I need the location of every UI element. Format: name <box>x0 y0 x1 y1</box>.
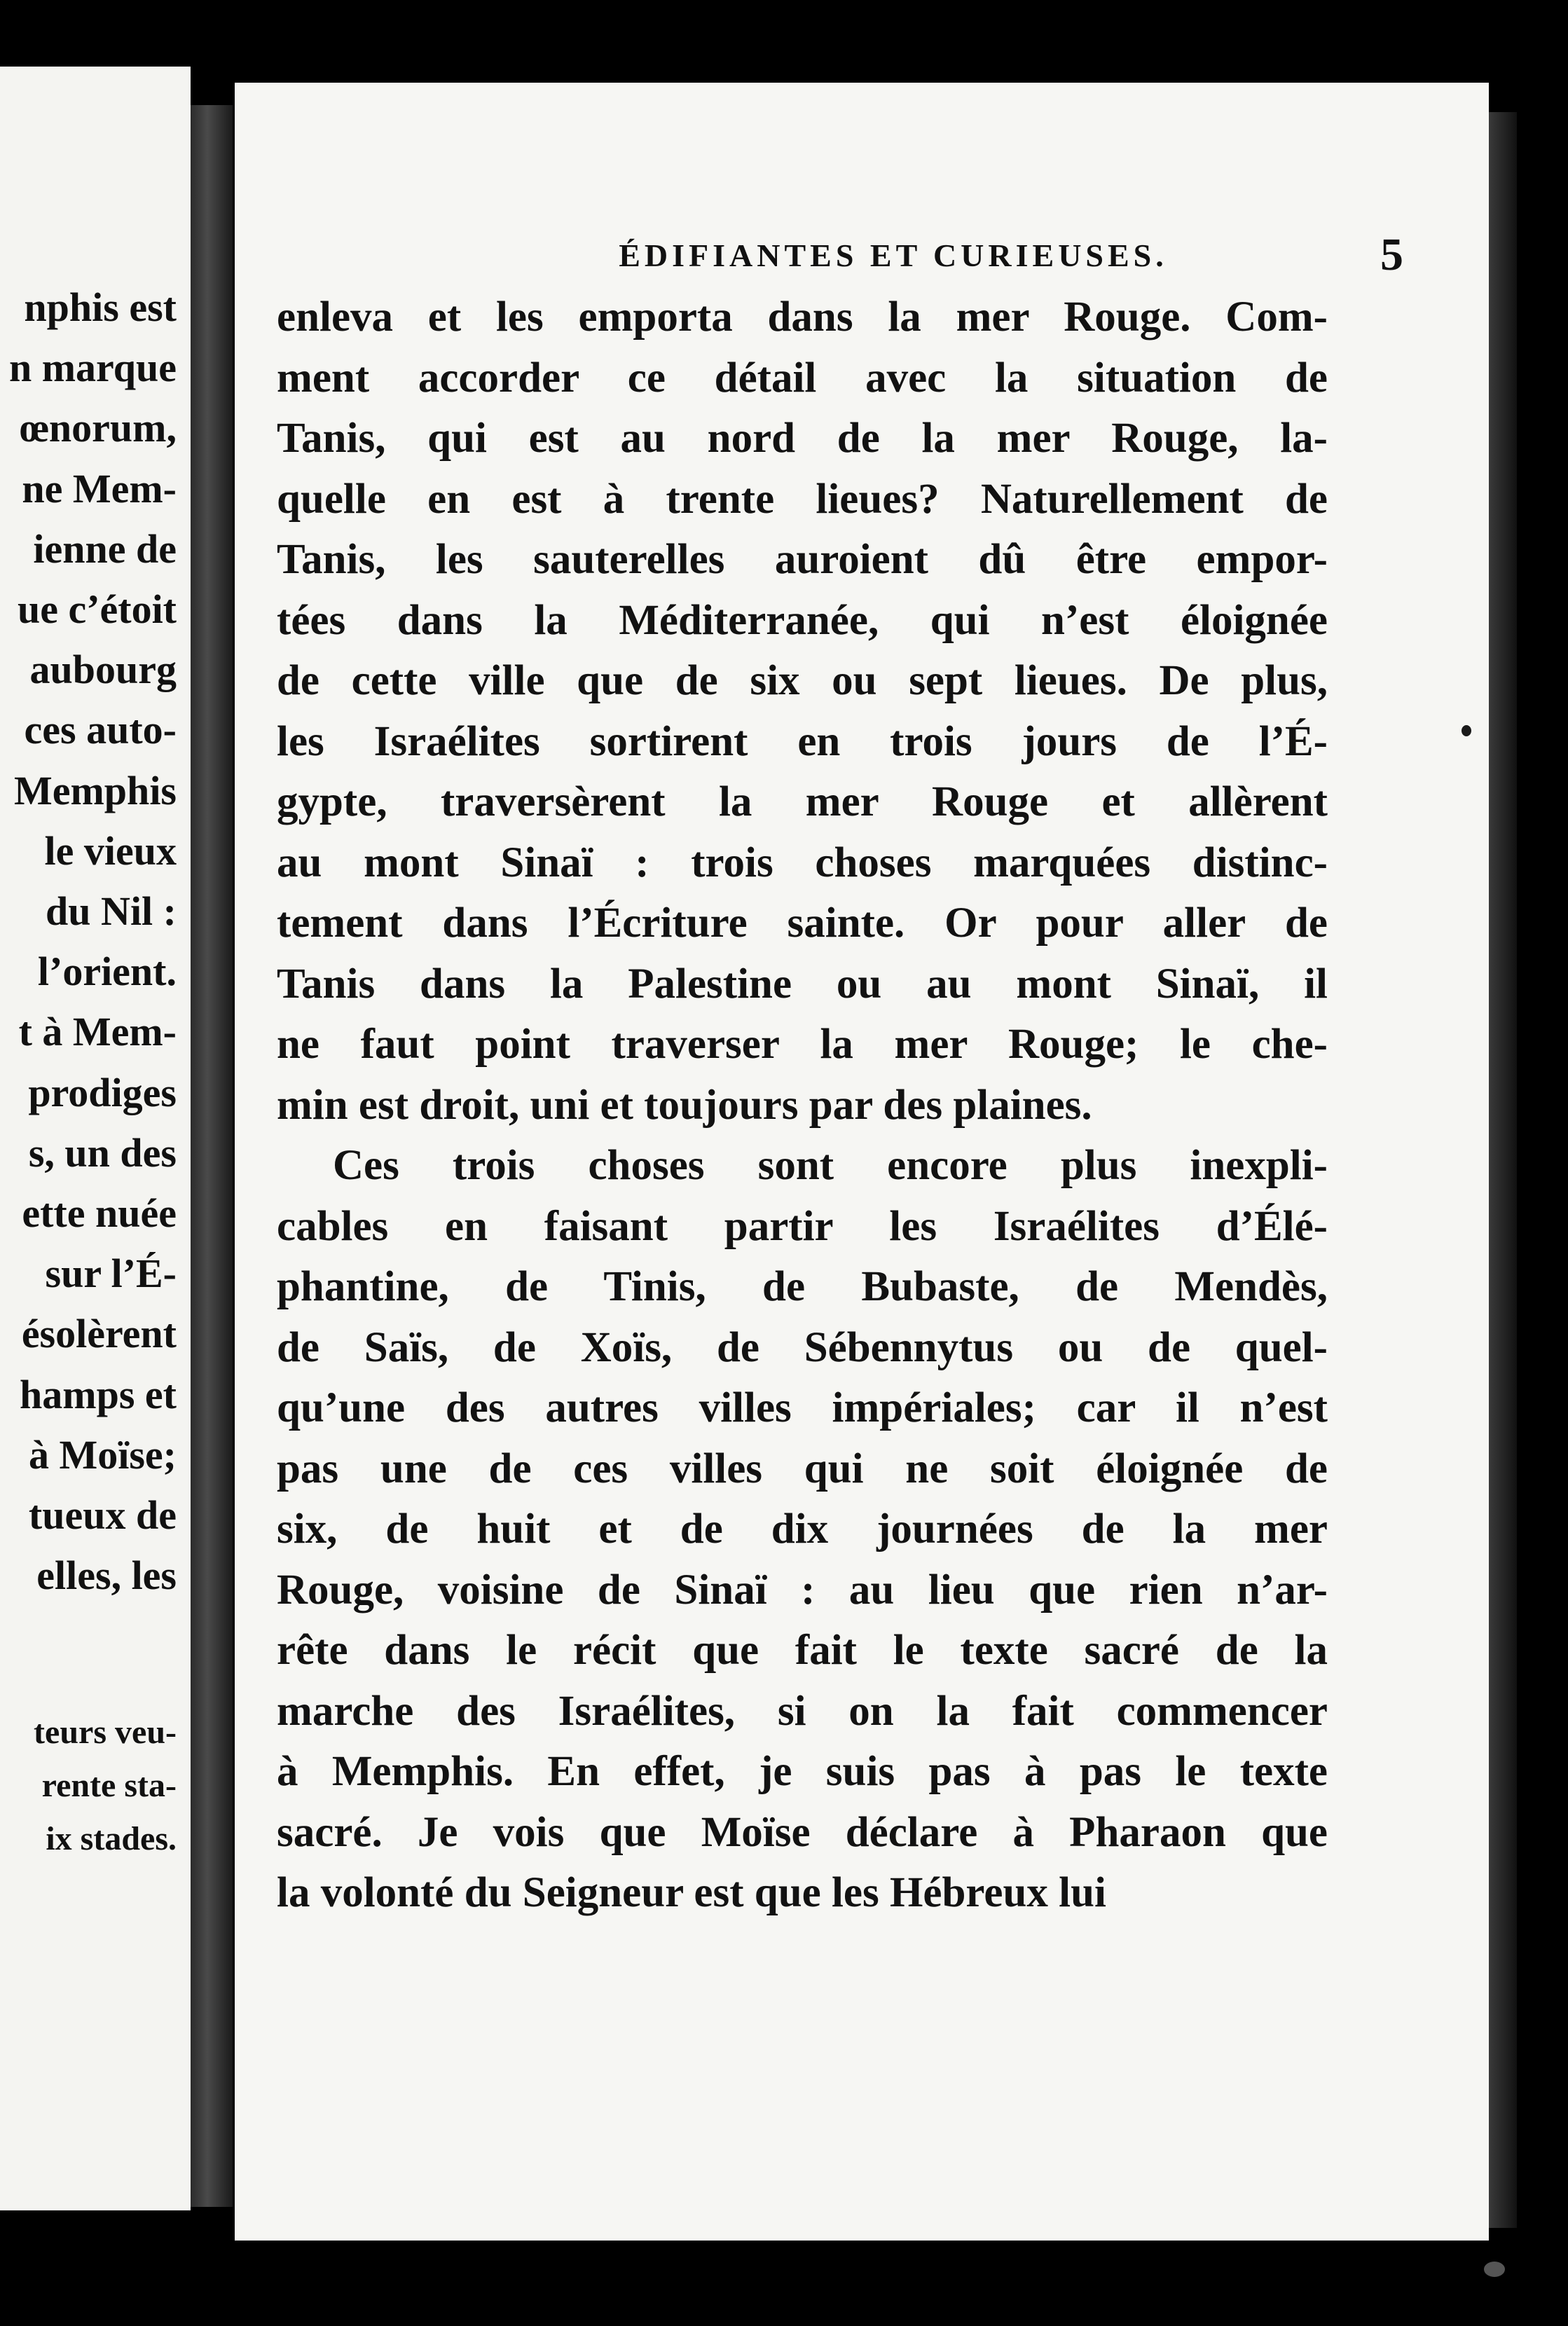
dust-speck <box>1484 2262 1505 2277</box>
left-text-line: le vieux <box>44 827 177 874</box>
text-line: Tanis, les sauterelles auroient dû être empor- <box>277 536 1328 583</box>
text-line: min est droit, uni et toujours par des plaines. <box>277 1081 1092 1129</box>
text-line: Rouge, voisine de Sinaï : au lieu que rien n’ar- <box>277 1566 1328 1613</box>
left-footnote-line: rente sta- <box>41 1767 177 1804</box>
text-line: Ces trois choses sont encore plus inexpli- <box>333 1142 1328 1189</box>
left-text-line: aubourg <box>29 647 177 693</box>
page-number: 5 <box>1380 229 1403 280</box>
text-line: quelle en est à trente lieues? Naturellement de <box>277 475 1328 523</box>
right-page <box>235 83 1489 2241</box>
left-text-line: l’orient. <box>37 949 177 995</box>
left-text-line: du Nil : <box>46 888 177 934</box>
text-line: la volonté du Seigneur est que les Hébreux lui <box>277 1869 1106 1916</box>
page-header <box>235 229 1489 286</box>
text-line: de cette ville que de six ou sept lieues. De plus, <box>277 657 1328 704</box>
text-line: au mont Sinaï : trois choses marquées distinc- <box>277 839 1328 886</box>
running-head: ÉDIFIANTES ET CURIEUSES. <box>619 238 1168 273</box>
dust-speck <box>1462 725 1471 736</box>
left-text-line: nphis est <box>24 284 177 330</box>
left-text-line: sur l’É- <box>45 1251 177 1297</box>
left-text-line: s, un des <box>28 1129 177 1176</box>
text-line: Tanis dans la Palestine ou au mont Sinaï, il <box>277 960 1328 1007</box>
left-text-line: t à Mem- <box>18 1009 177 1055</box>
text-line: sacré. Je vois que Moïse déclare à Pharaon que <box>277 1808 1328 1856</box>
text-line: tement dans l’Écriture sainte. Or pour aller de <box>277 900 1328 947</box>
text-line: Tanis, qui est au nord de la mer Rouge, la- <box>277 415 1328 462</box>
left-text-line: n marque <box>8 345 177 391</box>
left-text-line: ésolèrent <box>21 1311 177 1357</box>
left-text-line: hamps et <box>20 1371 177 1417</box>
text-line: six, de huit et de dix journées de la mer <box>277 1506 1328 1553</box>
text-line: pas une de ces villes qui ne soit éloignée de <box>277 1445 1328 1492</box>
left-text-line: ne Mem- <box>22 465 177 511</box>
text-line: phantine, de Tinis, de Bubaste, de Mendès, <box>277 1263 1328 1310</box>
left-text-line: ue c’étoit <box>17 586 177 632</box>
left-text-line: œnorum, <box>20 405 177 451</box>
text-line: à Memphis. En effet, je suis pas à pas le texte <box>277 1748 1328 1795</box>
text-line: enleva et les emporta dans la mer Rouge. Com- <box>277 294 1328 340</box>
left-footnote-line: teurs veu- <box>34 1714 177 1751</box>
left-text-line: ette nuée <box>22 1190 177 1236</box>
text-line: marche des Israélites, si on la fait commencer <box>277 1687 1328 1735</box>
left-text-line: ces auto- <box>24 707 177 753</box>
text-line: les Israélites sortirent en trois jours de l’É- <box>277 717 1328 765</box>
left-text-line: ienne de <box>33 525 177 572</box>
text-line: ment accorder ce détail avec la situation de <box>277 354 1328 401</box>
book-gutter <box>191 105 233 2207</box>
text-line: rête dans le récit que fait le texte sacré de la <box>277 1627 1328 1674</box>
left-footnote-line: ix stades. <box>46 1820 177 1857</box>
text-line: de Saïs, de Xoïs, de Sébennytus ou de quel- <box>277 1323 1328 1371</box>
text-line: qu’une des autres villes impériales; car il n’est <box>277 1384 1328 1431</box>
left-text-line: Memphis <box>14 767 177 813</box>
text-line: gypte, traversèrent la mer Rouge et allèrent <box>277 778 1328 825</box>
left-text-line: elles, les <box>36 1553 177 1599</box>
left-text-line: tueux de <box>28 1492 177 1538</box>
left-page <box>0 67 191 2210</box>
page-edge <box>1489 112 1517 2228</box>
text-line: ne faut point traverser la mer Rouge; le che- <box>277 1021 1328 1068</box>
left-text-line: prodiges <box>28 1069 177 1115</box>
text-line: tées dans la Méditerranée, qui n’est éloignée <box>277 596 1328 644</box>
left-text-line: à Moïse; <box>29 1431 177 1478</box>
text-line: cables en faisant partir les Israélites d’Élé- <box>277 1202 1328 1250</box>
